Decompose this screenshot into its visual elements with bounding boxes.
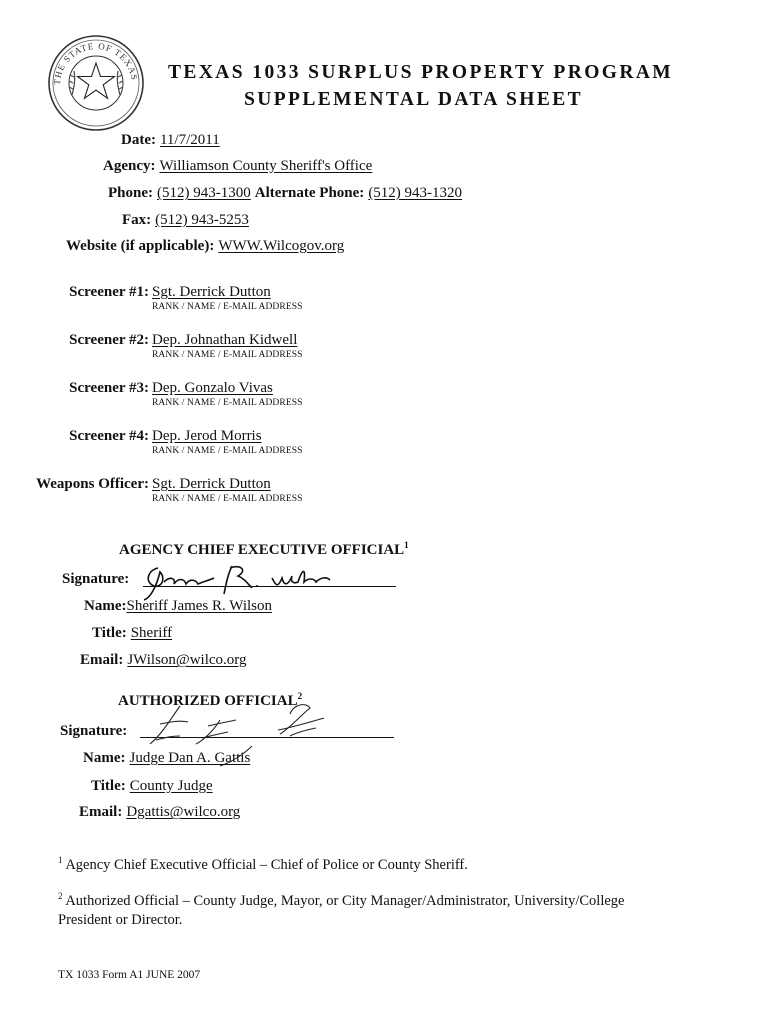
screener-2-label: Screener #2: [69, 332, 149, 348]
chief-heading-text: AGENCY CHIEF EXECUTIVE OFFICIAL [119, 542, 405, 558]
phone-value: (512) 943-1300 [157, 185, 251, 201]
footnote-2-text: Authorized Official – County Judge, Mayor, or City Manager/Administrator, University/College [65, 893, 625, 909]
chief-footnote-mark: 1 [404, 540, 409, 550]
footnote-1 [58, 857, 468, 874]
date-value: 11/7/2011 [159, 132, 220, 148]
chief-email-label: Email: [80, 652, 124, 668]
website-row [66, 237, 344, 255]
alt-phone-value: (512) 943-1320 [368, 185, 463, 201]
chief-email-row [80, 651, 247, 669]
chief-title-value: Sheriff [130, 625, 173, 641]
website-value: WWW.Wilcogov.org [218, 238, 345, 254]
fax-value: (512) 943-5253 [155, 212, 249, 228]
seal-star-icon [78, 63, 115, 98]
weapons-officer-label: Weapons Officer: [36, 476, 149, 492]
authorized-email-label: Email: [79, 804, 123, 820]
authorized-footnote-mark: 2 [297, 691, 303, 701]
weapons-officer-value: Sgt. Derrick Dutton [152, 476, 271, 492]
seal-lettering: THE STATE OF TEXAS [51, 40, 140, 86]
weapons-officer-caption: RANK / NAME / E-MAIL ADDRESS [152, 494, 303, 504]
footnote-1-mark: 1 [58, 855, 63, 865]
chief-title-label: Title: [92, 625, 127, 641]
authorized-name-label: Name: [83, 750, 126, 766]
phone-row [108, 184, 462, 202]
authorized-name-value: Judge Dan A. Gattis [129, 750, 251, 766]
authorized-title-label: Title: [91, 778, 126, 794]
agency-row [103, 157, 372, 175]
state-seal [46, 33, 146, 133]
footnote-1-text: Agency Chief Executive Official – Chief of Police or County Sheriff. [65, 857, 468, 873]
screener-3-value: Dep. Gonzalo Vivas [152, 380, 273, 396]
screener-2-caption: RANK / NAME / E-MAIL ADDRESS [152, 350, 303, 360]
authorized-name-row [83, 749, 250, 767]
footnote-2-mark: 2 [58, 891, 63, 901]
screener-3-label: Screener #3: [69, 380, 149, 396]
chief-email-value: JWilson@wilco.org [127, 652, 247, 668]
date-label: Date: [121, 132, 156, 148]
chief-title-row [92, 624, 172, 642]
alt-phone-label: Alternate Phone: [254, 185, 365, 201]
screener-4-caption: RANK / NAME / E-MAIL ADDRESS [152, 446, 303, 456]
screener-2-value: Dep. Johnathan Kidwell [152, 332, 298, 348]
chief-signature-label: Signature: [62, 571, 130, 587]
authorized-email-row [79, 803, 240, 821]
authorized-title-row [91, 777, 213, 795]
authorized-signature-label: Signature: [60, 723, 128, 739]
screener-3-caption: RANK / NAME / E-MAIL ADDRESS [152, 398, 303, 408]
screener-1-label: Screener #1: [69, 284, 149, 300]
date-row [121, 131, 220, 149]
form-title: TEXAS 1033 SURPLUS PROPERTY PROGRAM [168, 62, 674, 83]
footnote-2-line1 [58, 893, 624, 910]
authorized-title-value: County Judge [129, 778, 213, 794]
agency-label: Agency: [103, 158, 156, 174]
fax-row [122, 211, 249, 229]
form-subtitle: SUPPLEMENTAL DATA SHEET [244, 89, 584, 110]
footnote-2-line2: President or Director. [58, 912, 183, 928]
phone-label: Phone: [108, 185, 153, 201]
screener-1-caption: RANK / NAME / E-MAIL ADDRESS [152, 302, 303, 312]
authorized-email-value: Dgattis@wilco.org [126, 804, 241, 820]
chief-name-row [84, 597, 272, 615]
agency-value: Williamson County Sheriff's Office [159, 158, 373, 174]
form-id: TX 1033 Form A1 JUNE 2007 [58, 969, 201, 981]
screener-1-value: Sgt. Derrick Dutton [152, 284, 271, 300]
chief-name-value: Sheriff James R. Wilson [126, 598, 272, 614]
authorized-heading-text: AUTHORIZED OFFICIAL [118, 693, 298, 709]
website-label: Website (if applicable): [66, 238, 215, 254]
chief-name-label: Name: [84, 598, 127, 614]
fax-label: Fax: [122, 212, 152, 228]
screener-4-value: Dep. Jerod Morris [152, 428, 262, 444]
screener-4-label: Screener #4: [69, 428, 149, 444]
